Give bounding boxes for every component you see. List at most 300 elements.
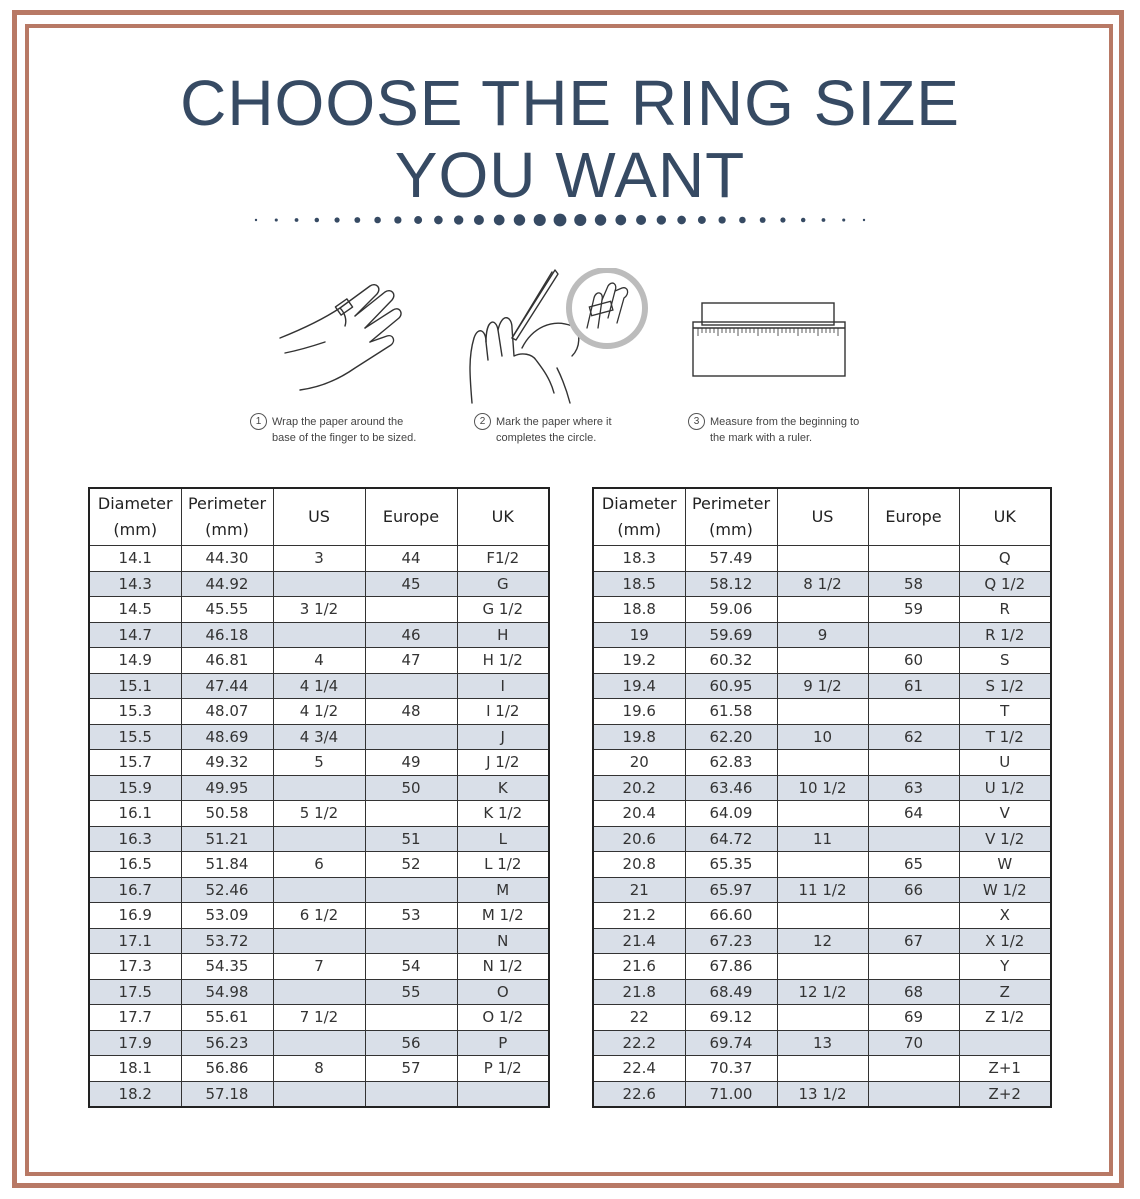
table-row [89, 903, 549, 929]
cell-uk: Y [959, 954, 1051, 980]
cell-diameter: 18.2 [89, 1081, 181, 1107]
divider-dot [534, 214, 546, 226]
cell-europe: 56 [365, 1030, 457, 1056]
cell-perimeter: 51.84 [181, 852, 273, 878]
cell-perimeter: 51.21 [181, 826, 273, 852]
cell-diameter: 21.6 [593, 954, 685, 980]
cell-diameter: 22 [593, 1005, 685, 1031]
cell-europe [868, 1056, 959, 1082]
cell-us: 4 3/4 [273, 724, 365, 750]
cell-europe [868, 903, 959, 929]
step-2-text-line-2: completes the circle. [496, 432, 597, 444]
cell-perimeter: 52.46 [181, 877, 273, 903]
cell-diameter: 18.8 [593, 597, 685, 623]
header-diameter-label: Diameter [97, 494, 173, 513]
cell-perimeter: 48.07 [181, 699, 273, 725]
divider-dot [394, 216, 401, 223]
cell-perimeter: 53.09 [181, 903, 273, 929]
cell-us: 7 1/2 [273, 1005, 365, 1031]
cell-perimeter: 55.61 [181, 1005, 273, 1031]
step-1-caption [255, 414, 417, 446]
table-row [593, 826, 1051, 852]
table-row [593, 597, 1051, 623]
cell-perimeter: 59.69 [685, 622, 777, 648]
cell-us [777, 852, 868, 878]
cell-diameter: 14.9 [89, 648, 181, 674]
cell-diameter: 18.1 [89, 1056, 181, 1082]
cell-europe: 54 [365, 954, 457, 980]
step-2-caption [479, 414, 612, 446]
table-row [593, 903, 1051, 929]
cell-uk: F1/2 [457, 546, 549, 572]
table-row [89, 877, 549, 903]
cell-perimeter: 65.97 [685, 877, 777, 903]
cell-europe [365, 724, 457, 750]
table-row [89, 954, 549, 980]
table-row [89, 826, 549, 852]
cell-diameter: 19.4 [593, 673, 685, 699]
header-diameter-unit: (mm) [113, 520, 158, 539]
cell-diameter: 22.2 [593, 1030, 685, 1056]
table-row [89, 775, 549, 801]
cell-europe: 69 [868, 1005, 959, 1031]
cell-uk: M [457, 877, 549, 903]
cell-europe: 49 [365, 750, 457, 776]
cell-europe: 47 [365, 648, 457, 674]
cell-us: 4 1/2 [273, 699, 365, 725]
table-row [593, 801, 1051, 827]
cell-perimeter: 46.18 [181, 622, 273, 648]
header-diameter [89, 488, 181, 546]
cell-perimeter: 64.72 [685, 826, 777, 852]
cell-europe [365, 597, 457, 623]
cell-perimeter: 69.12 [685, 1005, 777, 1031]
cell-us: 7 [273, 954, 365, 980]
cell-uk: Q [959, 546, 1051, 572]
cell-europe: 44 [365, 546, 457, 572]
step-1-number: 1 [250, 413, 267, 430]
cell-diameter: 15.7 [89, 750, 181, 776]
header-europe: Europe [365, 488, 457, 546]
cell-diameter: 14.5 [89, 597, 181, 623]
cell-perimeter: 57.18 [181, 1081, 273, 1107]
step-1-text-line-1: Wrap the paper around the [272, 416, 404, 428]
cell-perimeter: 67.23 [685, 928, 777, 954]
cell-diameter: 22.6 [593, 1081, 685, 1107]
cell-us [777, 801, 868, 827]
cell-us: 10 1/2 [777, 775, 868, 801]
cell-europe: 53 [365, 903, 457, 929]
cell-diameter: 17.1 [89, 928, 181, 954]
cell-us [273, 1030, 365, 1056]
cell-europe [868, 1081, 959, 1107]
cell-europe: 57 [365, 1056, 457, 1082]
cell-us: 11 [777, 826, 868, 852]
cell-us [777, 750, 868, 776]
divider-dot [657, 215, 666, 224]
cell-perimeter: 62.83 [685, 750, 777, 776]
cell-europe [365, 928, 457, 954]
table-row [89, 1030, 549, 1056]
divider-dot [698, 216, 706, 224]
cell-europe [868, 546, 959, 572]
table-row [89, 928, 549, 954]
table-row [89, 1056, 549, 1082]
cell-diameter: 15.1 [89, 673, 181, 699]
cell-us: 8 [273, 1056, 365, 1082]
cell-us: 6 [273, 852, 365, 878]
cell-us: 10 [777, 724, 868, 750]
table-row [89, 546, 549, 572]
cell-us [273, 571, 365, 597]
step-3-text-line-2: the mark with a ruler. [710, 432, 813, 444]
cell-diameter: 20.6 [593, 826, 685, 852]
cell-europe [868, 750, 959, 776]
hand-wrap-paper-icon [275, 278, 410, 408]
cell-diameter: 14.1 [89, 546, 181, 572]
cell-uk: I 1/2 [457, 699, 549, 725]
cell-diameter: 20 [593, 750, 685, 776]
cell-diameter: 15.3 [89, 699, 181, 725]
cell-us [273, 622, 365, 648]
cell-us: 6 1/2 [273, 903, 365, 929]
cell-uk: O 1/2 [457, 1005, 549, 1031]
cell-uk: W 1/2 [959, 877, 1051, 903]
cell-us: 12 1/2 [777, 979, 868, 1005]
cell-uk: L 1/2 [457, 852, 549, 878]
cell-uk: Z 1/2 [959, 1005, 1051, 1031]
cell-uk: U 1/2 [959, 775, 1051, 801]
divider-dot [494, 215, 505, 226]
table-row [593, 852, 1051, 878]
table-row [593, 1030, 1051, 1056]
divider-dot [414, 216, 422, 224]
cell-us: 3 [273, 546, 365, 572]
cell-diameter: 20.2 [593, 775, 685, 801]
step-2-text-line-1: Mark the paper where it [496, 416, 612, 428]
cell-europe: 46 [365, 622, 457, 648]
cell-uk: P 1/2 [457, 1056, 549, 1082]
cell-uk [959, 1030, 1051, 1056]
cell-us [777, 699, 868, 725]
divider-dot [822, 218, 826, 222]
table-row [593, 979, 1051, 1005]
cell-uk: K [457, 775, 549, 801]
cell-uk: G 1/2 [457, 597, 549, 623]
cell-diameter: 16.3 [89, 826, 181, 852]
step-3-text-line-1: Measure from the beginning to [710, 416, 860, 428]
cell-uk: X 1/2 [959, 928, 1051, 954]
cell-perimeter: 69.74 [685, 1030, 777, 1056]
cell-europe: 55 [365, 979, 457, 1005]
header-diameter [593, 488, 685, 546]
table-row [593, 622, 1051, 648]
cell-us [777, 1056, 868, 1082]
table-row [89, 979, 549, 1005]
cell-us: 4 1/4 [273, 673, 365, 699]
table-row [89, 597, 549, 623]
cell-uk: M 1/2 [457, 903, 549, 929]
cell-uk: R [959, 597, 1051, 623]
cell-diameter: 21.2 [593, 903, 685, 929]
table-row [89, 699, 549, 725]
divider-dot [255, 219, 257, 221]
header-uk: UK [959, 488, 1051, 546]
page-title-line-1: CHOOSE THE RING SIZE [180, 67, 960, 139]
cell-uk: O [457, 979, 549, 1005]
cell-us [777, 648, 868, 674]
cell-us [777, 903, 868, 929]
table-row [593, 571, 1051, 597]
cell-uk: N [457, 928, 549, 954]
table-row [89, 724, 549, 750]
table-row [593, 546, 1051, 572]
cell-uk: I [457, 673, 549, 699]
cell-perimeter: 70.37 [685, 1056, 777, 1082]
cell-europe: 61 [868, 673, 959, 699]
divider-dot [315, 218, 319, 222]
cell-europe: 70 [868, 1030, 959, 1056]
divider-dot [780, 217, 785, 222]
table-row [593, 877, 1051, 903]
cell-uk: S [959, 648, 1051, 674]
cell-uk: W [959, 852, 1051, 878]
cell-diameter: 20.8 [593, 852, 685, 878]
cell-uk: T 1/2 [959, 724, 1051, 750]
cell-europe: 52 [365, 852, 457, 878]
cell-perimeter: 58.12 [685, 571, 777, 597]
divider-dot [842, 218, 845, 221]
page-title-line-2: YOU WANT [394, 139, 746, 211]
cell-us: 12 [777, 928, 868, 954]
mark-paper-icon [462, 268, 652, 408]
divider-dot [677, 216, 686, 225]
table-header-row [593, 488, 1051, 546]
cell-us: 13 [777, 1030, 868, 1056]
cell-diameter: 14.3 [89, 571, 181, 597]
step-1-text-line-2: base of the finger to be sized. [272, 432, 417, 444]
header-perimeter-unit: (mm) [205, 520, 249, 539]
table-row [593, 954, 1051, 980]
divider-dot [760, 217, 766, 223]
cell-us [777, 546, 868, 572]
divider-dot [574, 214, 586, 226]
cell-perimeter: 66.60 [685, 903, 777, 929]
cell-perimeter: 71.00 [685, 1081, 777, 1107]
cell-perimeter: 56.86 [181, 1056, 273, 1082]
divider-dot [374, 217, 381, 224]
cell-diameter: 14.7 [89, 622, 181, 648]
header-perimeter [685, 488, 777, 546]
cell-europe: 63 [868, 775, 959, 801]
cell-uk: U [959, 750, 1051, 776]
table-row [89, 750, 549, 776]
cell-perimeter: 61.58 [685, 699, 777, 725]
cell-uk: V [959, 801, 1051, 827]
divider-dot [863, 219, 865, 221]
table-row [593, 928, 1051, 954]
cell-diameter: 22.4 [593, 1056, 685, 1082]
divider-dot [801, 218, 805, 222]
cell-us: 9 [777, 622, 868, 648]
cell-us: 13 1/2 [777, 1081, 868, 1107]
ring-size-table-left [88, 487, 550, 1108]
cell-uk: Z+2 [959, 1081, 1051, 1107]
cell-uk: T [959, 699, 1051, 725]
cell-perimeter: 54.35 [181, 954, 273, 980]
cell-europe [868, 622, 959, 648]
cell-us: 3 1/2 [273, 597, 365, 623]
cell-perimeter: 62.20 [685, 724, 777, 750]
cell-perimeter: 45.55 [181, 597, 273, 623]
cell-diameter: 16.5 [89, 852, 181, 878]
cell-diameter: 17.5 [89, 979, 181, 1005]
cell-perimeter: 56.23 [181, 1030, 273, 1056]
divider-dot [454, 215, 463, 224]
cell-diameter: 18.3 [593, 546, 685, 572]
table-header-row [89, 488, 549, 546]
cell-us: 5 1/2 [273, 801, 365, 827]
cell-perimeter: 68.49 [685, 979, 777, 1005]
cell-diameter: 19.6 [593, 699, 685, 725]
cell-us: 5 [273, 750, 365, 776]
divider-dot [514, 214, 525, 225]
divider-dot [595, 214, 606, 225]
divider-dot [275, 218, 278, 221]
cell-perimeter: 54.98 [181, 979, 273, 1005]
cell-uk: K 1/2 [457, 801, 549, 827]
cell-uk: Z+1 [959, 1056, 1051, 1082]
divider-dot [719, 216, 726, 223]
cell-perimeter: 50.58 [181, 801, 273, 827]
cell-europe: 60 [868, 648, 959, 674]
table-row [593, 775, 1051, 801]
cell-perimeter: 48.69 [181, 724, 273, 750]
cell-uk: Q 1/2 [959, 571, 1051, 597]
cell-us [273, 1081, 365, 1107]
header-perimeter-unit: (mm) [709, 520, 753, 539]
cell-diameter: 19.2 [593, 648, 685, 674]
cell-us [273, 877, 365, 903]
cell-uk: V 1/2 [959, 826, 1051, 852]
divider-dot [434, 216, 443, 225]
cell-diameter: 17.3 [89, 954, 181, 980]
cell-europe: 58 [868, 571, 959, 597]
cell-us: 11 1/2 [777, 877, 868, 903]
cell-europe: 48 [365, 699, 457, 725]
divider-dot [354, 217, 360, 223]
table-row [89, 571, 549, 597]
cell-uk: L [457, 826, 549, 852]
cell-europe [868, 954, 959, 980]
table-row [593, 648, 1051, 674]
cell-europe [365, 877, 457, 903]
cell-perimeter: 59.06 [685, 597, 777, 623]
cell-uk: R 1/2 [959, 622, 1051, 648]
divider-dot [739, 217, 746, 224]
header-perimeter [181, 488, 273, 546]
cell-europe: 67 [868, 928, 959, 954]
cell-perimeter: 53.72 [181, 928, 273, 954]
cell-perimeter: 46.81 [181, 648, 273, 674]
cell-uk [457, 1081, 549, 1107]
dotted-divider [250, 208, 870, 232]
cell-us [777, 954, 868, 980]
table-row [593, 750, 1051, 776]
cell-europe: 51 [365, 826, 457, 852]
step-3-caption [693, 414, 860, 446]
cell-europe: 45 [365, 571, 457, 597]
cell-europe: 59 [868, 597, 959, 623]
table-row [593, 724, 1051, 750]
cell-uk: N 1/2 [457, 954, 549, 980]
cell-diameter: 20.4 [593, 801, 685, 827]
cell-europe: 62 [868, 724, 959, 750]
cell-perimeter: 60.32 [685, 648, 777, 674]
table-row [593, 699, 1051, 725]
table-row [89, 852, 549, 878]
cell-perimeter: 47.44 [181, 673, 273, 699]
header-us: US [273, 488, 365, 546]
cell-uk: H [457, 622, 549, 648]
cell-uk: X [959, 903, 1051, 929]
header-diameter-unit: (mm) [617, 520, 662, 539]
cell-perimeter: 44.92 [181, 571, 273, 597]
cell-europe: 64 [868, 801, 959, 827]
cell-perimeter: 64.09 [685, 801, 777, 827]
cell-us: 9 1/2 [777, 673, 868, 699]
step-3-number: 3 [688, 413, 705, 430]
cell-us [777, 1005, 868, 1031]
cell-europe: 66 [868, 877, 959, 903]
cell-diameter: 15.9 [89, 775, 181, 801]
cell-uk: Z [959, 979, 1051, 1005]
cell-diameter: 16.7 [89, 877, 181, 903]
cell-europe [365, 1005, 457, 1031]
table-row [89, 801, 549, 827]
table-row [89, 673, 549, 699]
table-row [89, 1081, 549, 1107]
cell-europe [365, 801, 457, 827]
cell-diameter: 16.9 [89, 903, 181, 929]
header-uk: UK [457, 488, 549, 546]
table-row [89, 648, 549, 674]
cell-diameter: 18.5 [593, 571, 685, 597]
table-row [593, 673, 1051, 699]
divider-dot [554, 214, 567, 227]
divider-dot [295, 218, 299, 222]
ruler-icon [690, 300, 850, 380]
ring-size-table-right [592, 487, 1052, 1108]
header-perimeter-label: Perimeter [187, 494, 267, 513]
cell-us [273, 775, 365, 801]
cell-perimeter: 49.95 [181, 775, 273, 801]
cell-europe [868, 699, 959, 725]
header-perimeter-label: Perimeter [691, 494, 771, 513]
cell-perimeter: 49.32 [181, 750, 273, 776]
cell-diameter: 21.4 [593, 928, 685, 954]
table-row [593, 1056, 1051, 1082]
cell-uk: J [457, 724, 549, 750]
cell-perimeter: 65.35 [685, 852, 777, 878]
divider-dot [615, 215, 626, 226]
cell-europe [365, 673, 457, 699]
cell-diameter: 17.7 [89, 1005, 181, 1031]
cell-diameter: 21.8 [593, 979, 685, 1005]
cell-europe [868, 826, 959, 852]
cell-us [273, 826, 365, 852]
divider-dot [474, 215, 484, 225]
